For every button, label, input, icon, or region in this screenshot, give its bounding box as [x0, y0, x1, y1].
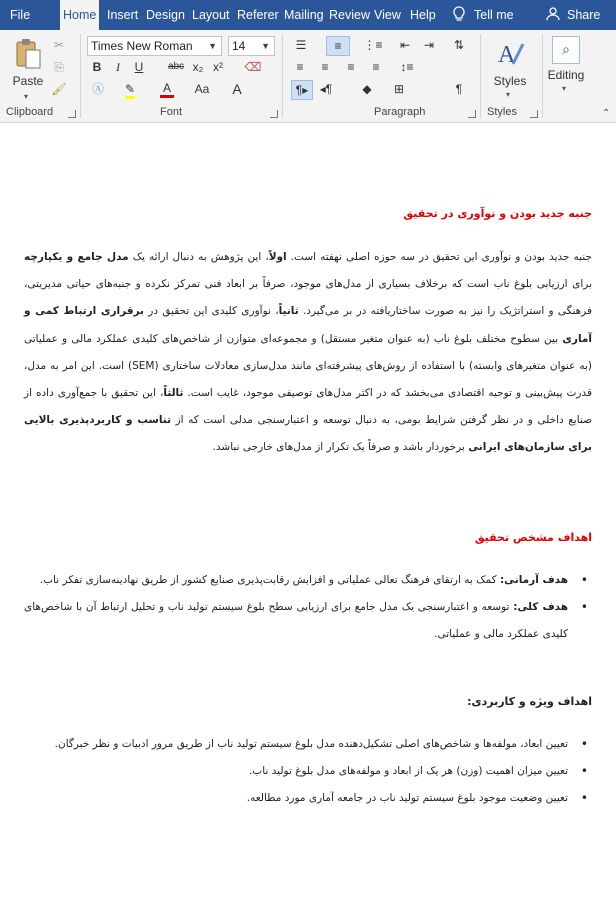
- editing-dropdown-icon[interactable]: ▾: [562, 84, 567, 93]
- find-icon: ⌕: [552, 36, 580, 64]
- ltr-icon[interactable]: ¶▸: [291, 80, 313, 100]
- font-name-value: Times New Roman: [91, 39, 193, 53]
- styles-dropdown-icon[interactable]: ▾: [506, 90, 511, 99]
- tab-help[interactable]: Help: [410, 8, 436, 22]
- list-item: [24, 594, 592, 648]
- document-body: [24, 123, 592, 924]
- bullet-icon: •: [580, 791, 588, 805]
- tell-me-search[interactable]: [452, 0, 514, 30]
- copy-icon[interactable]: ⎘: [54, 60, 64, 74]
- svg-text:A: A: [498, 42, 516, 68]
- shading-icon[interactable]: ◆: [362, 82, 372, 96]
- numbering-icon[interactable]: ≡: [326, 36, 350, 56]
- bold-run: تناسب و کاربردپذیری بالایی برای سازمان‌های ایرانی: [24, 414, 592, 454]
- list-item: [24, 758, 592, 785]
- tab-design[interactable]: Design: [146, 8, 185, 22]
- font-size-dropdown[interactable]: [228, 36, 275, 56]
- tab-file[interactable]: File: [10, 8, 31, 22]
- styles-launcher-icon[interactable]: [530, 110, 538, 118]
- change-case-button[interactable]: Aa: [194, 82, 210, 96]
- tab-references[interactable]: Referer: [237, 8, 279, 22]
- paragraph-group-label: Paragraph: [374, 106, 426, 118]
- editing-button[interactable]: [544, 36, 588, 104]
- format-painter-icon[interactable]: 🖌: [51, 82, 67, 96]
- styles-button-label: Styles: [493, 74, 527, 88]
- bullet-icon: •: [580, 600, 588, 614]
- tab-insert[interactable]: Insert: [107, 8, 139, 22]
- specific-goal-text: تعیین ابعاد، مولفه‌ها و شاخص‌های اصلی تشکیل‌دهنده مدل بلوغ سیستم تولید ناب از طریق مرور ادبیات و نظر خبرگان.: [54, 738, 568, 750]
- heading-novelty: جنبه جدید بودن و نوآوری در تحقیق: [403, 207, 592, 220]
- styles-button[interactable]: [488, 36, 532, 104]
- styles-icon: [495, 38, 525, 68]
- lightbulb-icon: [452, 6, 466, 22]
- heading-goals: اهداف مشخص تحقیق: [474, 531, 592, 544]
- tab-home[interactable]: Home: [60, 0, 99, 31]
- tab-view[interactable]: View: [374, 8, 401, 22]
- font-size-value: 14: [232, 39, 246, 53]
- document-page[interactable]: [0, 123, 616, 924]
- paste-icon: [14, 38, 42, 70]
- paste-button[interactable]: [10, 36, 46, 104]
- multilevel-list-icon[interactable]: ⋮≡: [363, 38, 383, 52]
- show-marks-icon[interactable]: ¶: [455, 82, 463, 96]
- goal-label: هدف کلی:: [513, 601, 568, 613]
- align-center-icon[interactable]: ≡: [321, 60, 329, 74]
- specific-goals-heading: اهداف ویژه و کاربردی:: [467, 695, 592, 708]
- home-ribbon: [0, 30, 616, 123]
- bold-run: اولاً: [268, 251, 287, 263]
- text-run: جنبه جدید بودن و نوآوری این تحقیق در سه حوزه اصلی نهفته است.: [286, 251, 593, 263]
- clipboard-launcher-icon[interactable]: [68, 110, 76, 118]
- text-run: ، این پژوهش به دنبال ارائه یک: [128, 251, 269, 263]
- goal-label: هدف آرمانی:: [499, 574, 568, 586]
- bullet-icon: •: [580, 764, 588, 778]
- chevron-down-icon: ▼: [208, 41, 217, 51]
- font-group-label: Font: [160, 106, 183, 118]
- styles-group-label: Styles: [487, 106, 517, 118]
- collapse-ribbon-icon[interactable]: ⌃: [602, 108, 611, 119]
- paste-dropdown-icon[interactable]: ▾: [24, 92, 29, 101]
- novelty-paragraph: [24, 244, 592, 462]
- justify-icon[interactable]: ≡: [372, 60, 380, 74]
- line-spacing-icon[interactable]: ↕≡: [400, 60, 414, 74]
- bullet-icon: •: [580, 737, 588, 751]
- list-item: [24, 567, 592, 594]
- strikethrough-button[interactable]: abc: [167, 61, 185, 72]
- superscript-button[interactable]: x²: [213, 60, 223, 74]
- bullets-icon[interactable]: ☰: [295, 38, 307, 52]
- grow-font-button[interactable]: A: [232, 81, 242, 97]
- text-run: ، نوآوری کلیدی این تحقیق در: [143, 305, 279, 318]
- specific-goal-text: تعیین میزان اهمیت (وزن) هر یک از ابعاد و مولفه‌های مدل بلوغ تولید ناب.: [248, 765, 568, 777]
- bold-run: ثانیاً: [278, 305, 299, 318]
- paste-label: Paste: [12, 74, 44, 88]
- tab-review[interactable]: Review: [329, 8, 370, 22]
- specific-goal-text: تعیین وضعیت موجود بلوغ سیستم تولید ناب در جامعه آماری مورد مطالعه.: [246, 792, 568, 804]
- text-run: بین سطوح مختلف بلوغ ناب (به عنوان متغیر مستقل) و مجموعه‌ای متوازن از شاخص‌های کلیدی عملکرد مالی و عملیاتی (به عنوان متغیرهای وابسته) با استفاده از روش‌های پیشرفته‌ای مانند مدل‌سازی معادلات ساختاری (SEM) است. این امر به مدل، قدرت پیش‌بینی و توجیه اقتصادی می‌بخشد که در اکثر مدل‌های توصیفی موجود، غایب است.: [24, 332, 592, 400]
- text-run: برای ارزیابی بلوغ ناب است که برخلاف بسیاری از مدل‌های موجود، صرفاً بر ابعاد فنی تمرکز نکرده و جنبه‌های حیاتی مدیریتی، فرهنگی و استراتژیک را نیز به صورت ساختاریافته در بر می‌گیرد.: [24, 278, 592, 318]
- italic-button[interactable]: I: [116, 60, 120, 74]
- increase-indent-icon[interactable]: ⇥: [423, 38, 435, 52]
- clipboard-group-label: Clipboard: [6, 106, 54, 118]
- bold-run: مدل جامع و یکپارچه: [24, 251, 129, 263]
- ribbon-tab-bar: [0, 0, 616, 30]
- font-launcher-icon[interactable]: [270, 110, 278, 118]
- list-item: [24, 731, 592, 758]
- goals-list: [24, 567, 592, 648]
- bold-run: ثالثاً: [163, 387, 184, 400]
- decrease-indent-icon[interactable]: ⇤: [399, 38, 411, 52]
- separator: [480, 34, 481, 118]
- goal-text: کمک به ارتقای فرهنگ تعالی عملیاتی و افزایش رقابت‌پذیری صنایع کشور از طریق نهادینه‌سازی تفکر ناب.: [39, 574, 500, 586]
- text-run: ، این تحقیق با جمع‌آوری داده از صنایع داخلی و در نظر گرفتن شرایط بومی، به دنبال توسعه و اعتبارسنجی مدلی است که از: [24, 387, 593, 427]
- cut-icon[interactable]: ✂: [53, 38, 65, 52]
- chevron-down-icon: ▼: [261, 41, 270, 51]
- separator: [80, 34, 81, 118]
- separator: [542, 34, 543, 118]
- underline-button[interactable]: U: [134, 60, 144, 74]
- sort-icon[interactable]: ⇅: [453, 38, 465, 52]
- rtl-icon[interactable]: ◂¶: [319, 82, 333, 96]
- tab-mailings[interactable]: Mailing: [284, 8, 324, 22]
- tell-me-label: Tell me: [474, 8, 514, 22]
- align-left-icon[interactable]: ≡: [296, 60, 304, 74]
- font-name-dropdown[interactable]: [87, 36, 222, 56]
- highlight-icon[interactable]: ✎: [121, 80, 139, 98]
- bold-button[interactable]: B: [92, 60, 102, 74]
- specific-goals-list: [24, 731, 592, 812]
- goal-text: توسعه و اعتبارسنجی یک مدل جامع برای ارزیابی سطح بلوغ سیستم تولید ناب و تحلیل ارتباط آن با شاخص‌های کلیدی عملکرد مالی و عملیاتی.: [24, 601, 568, 640]
- bullet-icon: •: [580, 573, 588, 587]
- separator: [282, 34, 283, 118]
- clear-formatting-icon[interactable]: ⌫: [244, 60, 262, 74]
- paragraph-launcher-icon[interactable]: [468, 110, 476, 118]
- editing-button-label: Editing: [547, 68, 585, 82]
- borders-icon[interactable]: ⊞: [393, 82, 405, 96]
- tab-layout[interactable]: Layout: [192, 8, 230, 22]
- bold-run: برقراری ارتباط کمی و آماری: [24, 305, 592, 345]
- list-item: [24, 785, 592, 812]
- user-icon: [546, 7, 562, 21]
- text-effects-icon[interactable]: Ⓐ: [91, 82, 104, 96]
- subscript-button[interactable]: x₂: [192, 60, 204, 74]
- align-right-icon[interactable]: ≡: [347, 60, 355, 74]
- text-run: برخوردار باشد و صرفاً یک تکرار از مدل‌های خارجی نباشد.: [212, 441, 469, 454]
- share-button[interactable]: [546, 0, 600, 30]
- share-label: Share: [567, 8, 601, 22]
- font-color-button[interactable]: A: [160, 80, 174, 98]
